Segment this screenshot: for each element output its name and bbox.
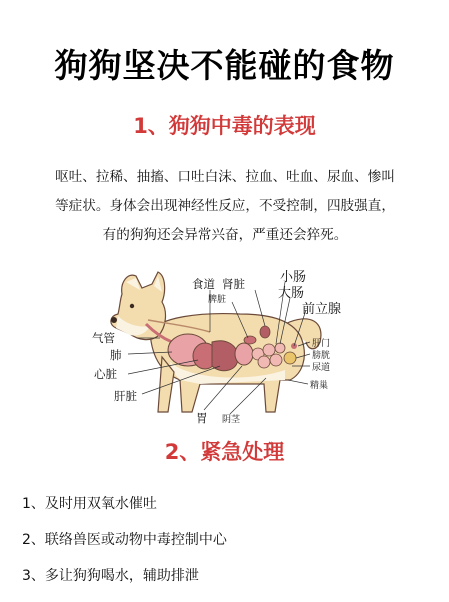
label-stomach: 胃 [196,411,208,425]
section-heading-symptoms: 1、狗狗中毒的表现 [133,114,316,138]
label-penis: 阴茎 [222,415,241,425]
list-item: 1、及时用双氧水催吐 [22,496,157,512]
label-prostate: 前立腺 [302,302,342,317]
label-liver: 肝脏 [114,389,137,403]
label-heart: 心脏 [94,367,117,381]
label-spleen: 脾脏 [208,295,227,305]
label-kidney: 肾脏 [222,277,245,291]
label-bladder: 膀胱 [312,351,331,361]
symptoms-line: 有的狗狗还会异常兴奋，严重还会猝死。 [102,227,348,243]
label-trachea: 气管 [92,331,115,345]
label-anus: 肝门 [312,339,331,349]
label-small-intestine: 小肠 [280,270,307,285]
label-lung: 肺 [110,348,122,362]
label-large-intestine: 大肠 [278,286,305,301]
label-esophagus: 食道 [192,277,215,291]
label-urethra: 尿道 [312,363,331,373]
list-item: 3、多让狗狗喝水，辅助排泄 [22,568,199,584]
emergency-list [22,494,432,602]
list-item: 2、联络兽医或动物中毒控制中心 [22,532,227,548]
dog-anatomy-diagram [80,262,380,427]
section-heading-emergency: 2、紧急处理 [164,440,285,464]
symptoms-line: 等症状。身体会出现神经性反应，不受控制，四肢强直， [55,198,395,214]
label-testis: 精巢 [310,381,329,391]
page-title: 狗狗坚决不能碰的食物 [54,46,395,85]
symptoms-paragraph [18,163,432,250]
symptoms-line: 呕吐、拉稀、抽搐、口吐白沫、拉血、吐血、尿血、惨叫 [55,169,395,185]
